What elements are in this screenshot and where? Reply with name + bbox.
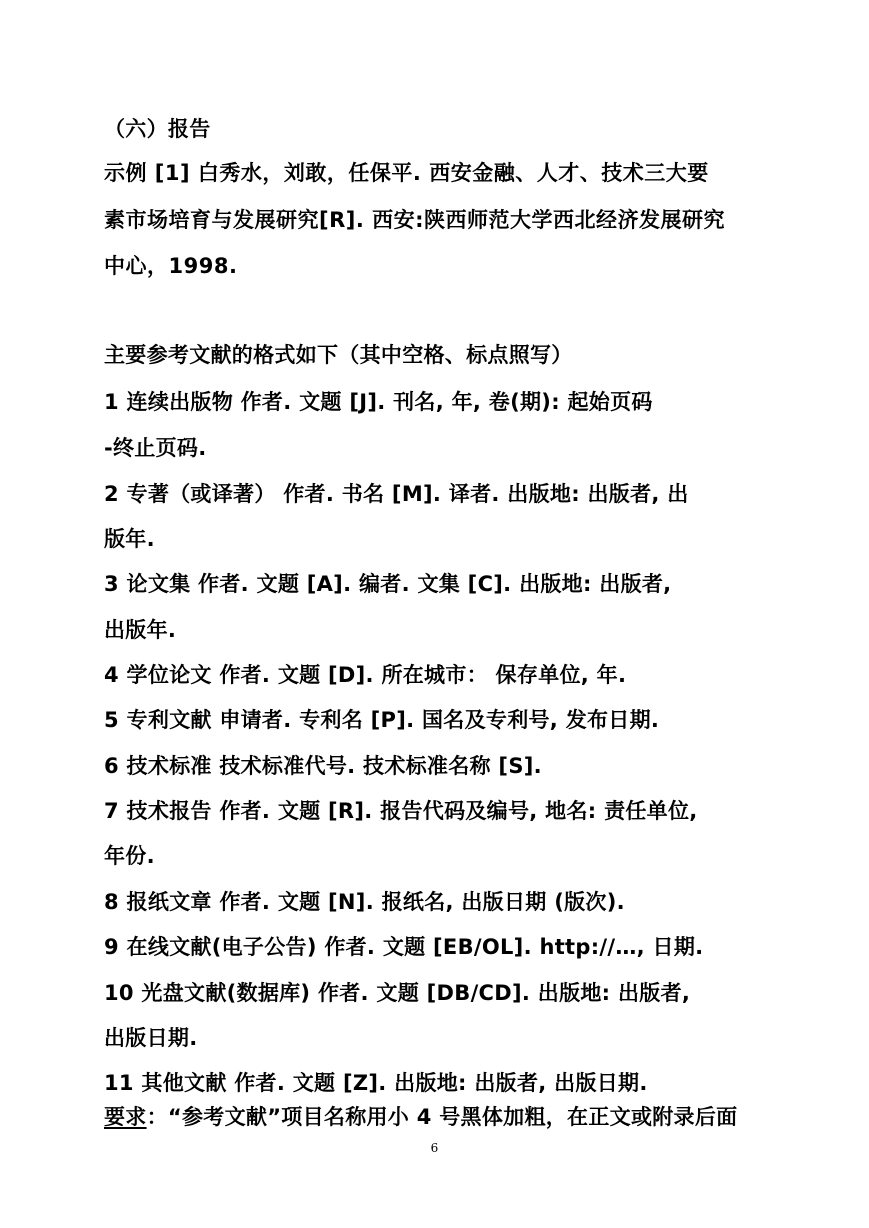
- format-line: 9 在线文献(电子公告) 作者. 文题 [EB/OL]. http://…, 日期.: [104, 935, 704, 959]
- format-line: 出版年.: [104, 618, 177, 642]
- example-line: 示例 [1] 白秀水，刘敢，任保平. 西安金融、人才、技术三大要: [104, 161, 709, 185]
- format-line: 6 技术标准 技术标准代号. 技术标准名称 [S].: [104, 754, 542, 778]
- format-line: 10 光盘文献(数据库) 作者. 文题 [DB/CD]. 出版地: 出版者,: [104, 981, 691, 1005]
- format-line: 11 其他文献 作者. 文题 [Z]. 出版地: 出版者, 出版日期.: [104, 1071, 648, 1095]
- example-line: 中心，1998.: [104, 254, 238, 278]
- format-line: 4 学位论文 作者. 文题 [D]. 所在城市： 保存单位, 年.: [104, 663, 627, 687]
- requirement-line: [104, 1104, 737, 1130]
- format-line: 3 论文集 作者. 文题 [A]. 编者. 文集 [C]. 出版地: 出版者,: [104, 572, 672, 596]
- format-line: 版年.: [104, 527, 155, 551]
- format-line: 8 报纸文章 作者. 文题 [N]. 报纸名, 出版日期 (版次).: [104, 890, 625, 914]
- format-line: -终止页码.: [104, 436, 207, 460]
- example-line: 素市场培育与发展研究[R]. 西安:陕西师范大学西北经济发展研究: [104, 208, 726, 232]
- format-line: 年份.: [104, 844, 155, 868]
- format-line: 2 专著（或译著） 作者. 书名 [M]. 译者. 出版地: 出版者, 出: [104, 482, 689, 506]
- format-line: 5 专利文献 申请者. 专利名 [P]. 国名及专利号, 发布日期.: [104, 708, 660, 732]
- format-line: 出版日期.: [104, 1026, 198, 1050]
- format-line: 1 连续出版物 作者. 文题 [J]. 刊名, 年, 卷(期): 起始页码: [104, 390, 653, 414]
- requirement-label: 要求: [104, 1105, 147, 1129]
- page-number: 6: [430, 1141, 439, 1155]
- requirement-text: ：“参考文献”项目名称用小 4 号黑体加粗，在正文或附录后面: [146, 1105, 738, 1129]
- format-line: 7 技术报告 作者. 文题 [R]. 报告代码及编号, 地名: 责任单位,: [104, 799, 698, 823]
- format-intro: 主要参考文献的格式如下（其中空格、标点照写）: [104, 343, 573, 367]
- section-heading: （六）报告: [104, 117, 211, 141]
